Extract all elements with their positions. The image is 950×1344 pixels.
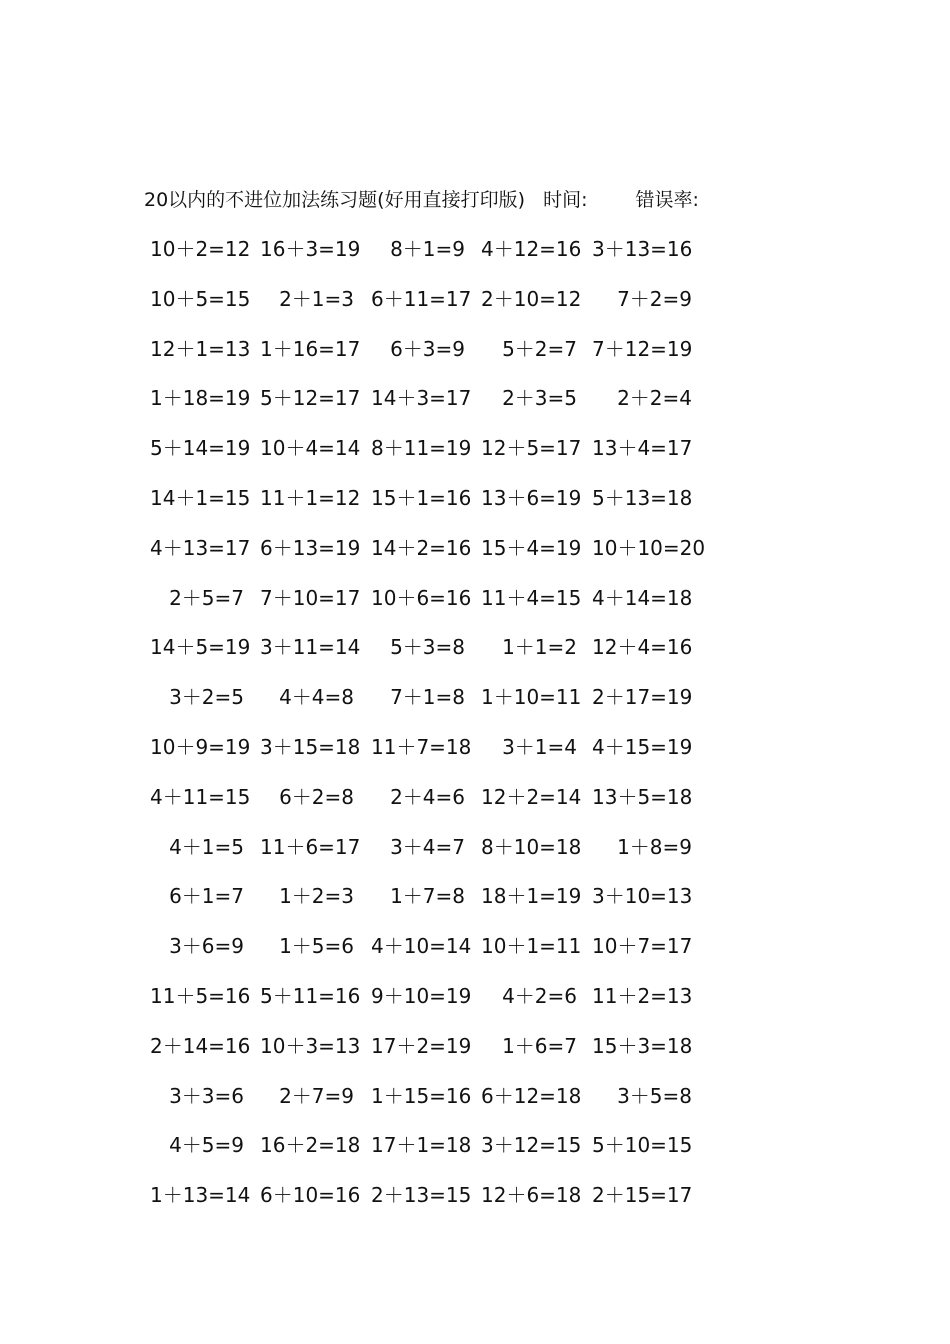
problem: 13＋6=19	[481, 485, 582, 510]
problem: 5＋2=7	[502, 336, 577, 361]
problem-row	[150, 1179, 710, 1229]
problem: 13＋4=17	[592, 436, 693, 461]
problem: 5＋13=18	[592, 485, 693, 510]
problem: 11＋4=15	[481, 585, 582, 610]
problem: 6＋3=9	[390, 336, 465, 361]
problem: 8＋1=9	[390, 237, 465, 261]
problem-row	[150, 382, 710, 432]
problem: 12＋2=14	[481, 784, 582, 809]
problem: 4＋5=9	[169, 1133, 244, 1158]
problem: 4＋15=19	[592, 734, 693, 759]
worksheet-title: 20以内的不进位加法练习题(好用直接打印版)	[144, 189, 526, 211]
problem-row	[150, 432, 710, 482]
problem: 5＋3=8	[390, 635, 465, 660]
problem: 6＋12=18	[481, 1083, 582, 1108]
problem: 10＋3=13	[260, 1033, 361, 1058]
problem: 10＋10=20	[592, 535, 706, 560]
problem: 12＋1=13	[150, 336, 251, 361]
problem: 1＋7=8	[390, 884, 465, 909]
problem-row	[150, 283, 710, 333]
problem: 11＋6=17	[260, 834, 361, 859]
problem: 8＋10=18	[481, 834, 582, 859]
problem-grid	[150, 233, 710, 1229]
problem: 12＋5=17	[481, 436, 582, 461]
problem: 1＋13=14	[150, 1183, 251, 1208]
problem: 6＋13=19	[260, 535, 361, 560]
problem: 2＋13=15	[371, 1183, 472, 1208]
problem: 12＋4=16	[592, 635, 693, 660]
problem: 1＋1=2	[502, 635, 577, 660]
problem-row	[150, 880, 710, 930]
problem-row	[150, 333, 710, 383]
problem: 2＋17=19	[592, 685, 693, 710]
problem-row	[150, 532, 710, 582]
problem: 1＋10=11	[481, 685, 582, 710]
problem: 14＋2=16	[371, 535, 472, 560]
problem: 1＋5=6	[279, 934, 354, 959]
problem: 4＋1=5	[169, 834, 244, 859]
problem: 3＋6=9	[169, 934, 244, 959]
problem: 10＋9=19	[150, 734, 251, 759]
problem: 14＋3=17	[371, 386, 472, 411]
error-rate-label: 错误率:	[635, 189, 699, 211]
problem: 4＋14=18	[592, 585, 693, 610]
problem: 1＋6=7	[502, 1033, 577, 1058]
problem-row	[150, 582, 710, 632]
problem: 3＋11=14	[260, 635, 361, 660]
problem: 2＋14=16	[150, 1033, 251, 1058]
problem: 4＋2=6	[502, 983, 577, 1008]
problem: 2＋4=6	[390, 784, 465, 809]
problem: 15＋4=19	[481, 535, 582, 560]
problem: 10＋1=11	[481, 934, 582, 959]
problem: 11＋1=12	[260, 485, 361, 510]
problem: 5＋14=19	[150, 436, 251, 461]
problem: 16＋3=19	[260, 237, 361, 261]
problem: 18＋1=19	[481, 884, 582, 909]
problem: 7＋1=8	[390, 685, 465, 710]
problem: 1＋15=16	[371, 1083, 472, 1108]
problem-row	[150, 731, 710, 781]
problem: 6＋1=7	[169, 884, 244, 909]
problem: 6＋10=16	[260, 1183, 361, 1208]
problem: 2＋7=9	[279, 1083, 354, 1108]
problem-row	[150, 631, 710, 681]
problem: 2＋15=17	[592, 1183, 693, 1208]
problem: 15＋3=18	[592, 1033, 693, 1058]
problem: 6＋2=8	[279, 784, 354, 809]
problem: 1＋16=17	[260, 336, 361, 361]
problem: 6＋11=17	[371, 286, 472, 311]
problem: 3＋3=6	[169, 1083, 244, 1108]
problem: 10＋7=17	[592, 934, 693, 959]
problem: 5＋11=16	[260, 983, 361, 1008]
problem-row	[150, 233, 710, 283]
problem: 10＋2=12	[150, 237, 251, 261]
problem: 13＋5=18	[592, 784, 693, 809]
problem: 14＋5=19	[150, 635, 251, 660]
problem: 2＋1=3	[279, 286, 354, 311]
problem: 10＋5=15	[150, 286, 251, 311]
problem: 16＋2=18	[260, 1133, 361, 1158]
problem: 4＋13=17	[150, 535, 251, 560]
problem-row	[150, 482, 710, 532]
problem: 1＋2=3	[279, 884, 354, 909]
problem: 12＋6=18	[481, 1183, 582, 1208]
problem: 3＋13=16	[592, 237, 693, 261]
problem-row	[150, 1129, 710, 1179]
problem: 7＋10=17	[260, 585, 361, 610]
problem: 10＋4=14	[260, 436, 361, 461]
problem-row	[150, 781, 710, 831]
problem-row	[150, 831, 710, 881]
problem: 10＋6=16	[371, 585, 472, 610]
problem: 3＋15=18	[260, 734, 361, 759]
problem: 14＋1=15	[150, 485, 251, 510]
problem: 8＋11=19	[371, 436, 472, 461]
problem: 11＋2=13	[592, 983, 693, 1008]
problem: 1＋18=19	[150, 386, 251, 411]
problem: 1＋8=9	[617, 834, 692, 859]
problem: 2＋5=7	[169, 585, 244, 610]
problem: 11＋7=18	[371, 734, 472, 759]
problem: 7＋2=9	[617, 286, 692, 311]
problem: 3＋1=4	[502, 734, 577, 759]
problem: 4＋11=15	[150, 784, 251, 809]
problem: 3＋12=15	[481, 1133, 582, 1158]
problem: 2＋10=12	[481, 286, 582, 311]
problem: 3＋4=7	[390, 834, 465, 859]
problem: 7＋12=19	[592, 336, 693, 361]
problem: 5＋10=15	[592, 1133, 693, 1158]
problem-row	[150, 681, 710, 731]
problem: 3＋10=13	[592, 884, 693, 909]
problem: 17＋2=19	[371, 1033, 472, 1058]
problem: 17＋1=18	[371, 1133, 472, 1158]
problem: 4＋4=8	[279, 685, 354, 710]
time-label: 时间:	[543, 189, 588, 211]
problem: 4＋12=16	[481, 237, 582, 261]
problem: 5＋12=17	[260, 386, 361, 411]
problem: 4＋10=14	[371, 934, 472, 959]
problem-row	[150, 980, 710, 1030]
worksheet-header	[144, 186, 699, 214]
problem: 11＋5=16	[150, 983, 251, 1008]
problem-row	[150, 1030, 710, 1080]
problem: 3＋5=8	[617, 1083, 692, 1108]
problem: 3＋2=5	[169, 685, 244, 710]
problem: 9＋10=19	[371, 983, 472, 1008]
problem: 2＋3=5	[502, 386, 577, 411]
problem-row	[150, 930, 710, 980]
problem-row	[150, 1080, 710, 1130]
problem: 15＋1=16	[371, 485, 472, 510]
problem: 2＋2=4	[617, 386, 692, 411]
